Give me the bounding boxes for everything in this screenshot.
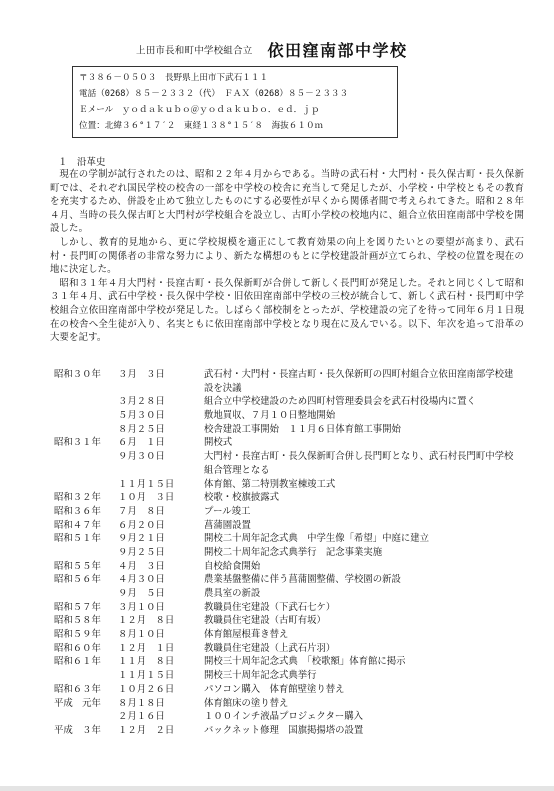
history-event: 農業基盤整備に伴う菖蒲園整備、学校園の新設 [204, 574, 401, 586]
history-row [54, 519, 534, 533]
history-row [54, 409, 534, 423]
history-date: ４月 ３日 [118, 560, 165, 572]
history-row [54, 724, 534, 738]
history-row [54, 436, 534, 450]
history-event: 開校三十周年記念式典挙行 [204, 670, 317, 682]
history-date: ７月 ８日 [118, 505, 165, 517]
history-row [54, 710, 534, 724]
intro-paragraph: しかし、教育的見地から、更に学校規模を適正にして教育効果の向上を図りたいとの要望が高まり、武石村・長門町の関係者の非常な努力により、新たな構想のもとに学校建設計画が立てられ、学校の位置を現在の地に決定した。 [50, 236, 524, 276]
history-row [54, 587, 534, 601]
history-date: ６月２０日 [118, 519, 165, 531]
history-row [54, 697, 534, 711]
history-event: 武石村・大門村・長窪古町・長久保新町の四町村組合立依田窪南部学校建設を決議 [204, 369, 514, 394]
history-date: ９月２１日 [118, 533, 165, 545]
history-event: 体育館、第二特別教室棟竣工式 [204, 478, 336, 490]
history-event: 組合立中学校建設のため四町村管理委員会を武石村役場内に置く [204, 396, 476, 408]
history-date: ８月１０日 [118, 629, 165, 641]
page-bottom-edge [0, 786, 554, 791]
history-date: ４月３０日 [118, 574, 165, 586]
intro-paragraph: 現在の学制が試行されたのは、昭和２２年４月からである。当時の武石村・大門村・長久保古町・長久保新町では、それぞれ国民学校の校舎の一部を中学校の校舎に充当して発足したが、小学校・中学校ともその教育を充実するため、併設を止めて独立したものにする必要性が早くから関係者間で考えられてきた。昭和２８年４月、当時の長久保古町と大門村が学校組合を設立し、古町小学校の校地内に、組合立依田窪南部中学校を開設した。 [50, 169, 524, 235]
history-date: １１月１５日 [118, 478, 175, 490]
history-date: ９月３０日 [118, 451, 165, 463]
history-row [54, 601, 534, 615]
history-event: 敷地買収、７月１０日整地開始 [204, 410, 336, 422]
history-era: 平成 元年 [54, 697, 101, 709]
history-era: 昭和５１年 [54, 533, 101, 545]
history-date: １０月２６日 [118, 683, 175, 695]
history-row [54, 655, 534, 669]
organization-name: 上田市長和町中学校組合立 [136, 45, 253, 57]
history-era: 昭和５５年 [54, 560, 101, 572]
history-era: 昭和５９年 [54, 629, 101, 641]
history-date: ２月１６日 [118, 711, 165, 723]
history-era: 昭和６０年 [54, 642, 101, 654]
school-name: 依田窪南部中学校 [267, 41, 408, 60]
history-date: １２月 ８日 [118, 615, 175, 627]
history-date: １２月 ２日 [118, 724, 175, 736]
history-event: 自校給食開始 [204, 560, 261, 572]
history-era: 昭和４７年 [54, 519, 101, 531]
history-date: １１月１５日 [118, 670, 175, 682]
history-event: 校舎建設工事開始 １１月６日体育館工事開始 [204, 423, 401, 435]
history-date: ９月 ５日 [118, 588, 165, 600]
history-row [54, 628, 534, 642]
history-row [54, 546, 534, 560]
history-era: 昭和５８年 [54, 615, 101, 627]
history-event: 体育館床の塗り替え [204, 697, 289, 709]
history-event: 教職員住宅建設（下武石七ケ） [204, 601, 336, 613]
history-date: ５月３０日 [118, 410, 165, 422]
history-row [54, 614, 534, 628]
history-date: ８月２５日 [118, 423, 165, 435]
history-era: 平成 ３年 [54, 724, 101, 736]
history-era: 昭和３６年 [54, 505, 101, 517]
history-row [54, 395, 534, 409]
history-event: 体育館屋根葺き替え [204, 629, 289, 641]
postal-address: 〒３８６－０５０３ 長野県上田市下武石１１１ [79, 73, 269, 83]
contact-box [72, 66, 398, 138]
history-event: 開校二十周年記念式典挙行 記念事業実施 [204, 546, 383, 558]
history-row [54, 642, 534, 656]
history-date: １２月 １日 [118, 642, 175, 654]
geo-location: 位置：北緯３６°１７′２ 東経１３８°１５′８ 海抜６１０ｍ [79, 121, 324, 131]
intro-paragraph: 昭和３１年４月大門村・長窪古町・長久保新町が合併して新しく長門町が発足した。それと同じくして昭和３１年４月、武石中学校・長久保中学校・旧依田窪南部中学校の三校が統合して、新しく武石村・長門町中学校組合立依田窪南部中学校が発足した。しばらく部校制をとったが、学校建設の完了を待って同年６月１日現在の校舎へ全生徒が入り、名実ともに依田窪南部中学校となり現在に及んでいる。以下、年次を追って沿革の大要を記す。 [50, 277, 524, 344]
section-title: １ 沿革史 [58, 157, 106, 168]
history-date: １０月 ３日 [118, 492, 175, 504]
history-event: 開校式 [204, 437, 233, 449]
history-row [54, 423, 534, 437]
history-row [54, 683, 534, 697]
history-event: 菖蒲園設置 [204, 519, 251, 531]
history-event: 開校二十周年記念式典 中学生像「希望」中庭に建立 [204, 533, 430, 545]
document-header [136, 38, 534, 60]
history-table [54, 368, 534, 738]
history-row [54, 491, 534, 505]
history-event: プール竣工 [204, 505, 251, 517]
history-intro [50, 168, 524, 345]
history-row [54, 560, 534, 574]
history-date: ６月 １日 [118, 437, 165, 449]
history-date: ８月１８日 [118, 697, 165, 709]
history-era: 昭和３２年 [54, 492, 101, 504]
history-row [54, 505, 534, 519]
history-era: 昭和５６年 [54, 574, 101, 586]
history-era: 昭和３０年 [54, 369, 101, 380]
history-row [54, 478, 534, 492]
history-event: 農具室の新設 [204, 588, 261, 600]
history-era: 昭和５７年 [54, 601, 101, 613]
history-date: １１月 ８日 [118, 656, 175, 668]
history-event: 教職員住宅建設（上武石片羽） [204, 642, 336, 654]
history-date: ９月２５日 [118, 546, 165, 558]
email-address: Ｅメール ｙｏｄａｋｕｂｏ＠ｙｏｄａｋｕｂｏ．ｅｄ．ｊｐ [79, 105, 320, 115]
history-event: 教職員住宅建設（古町有坂） [204, 615, 326, 627]
history-event: パソコン購入 体育館壁塗り替え [204, 683, 345, 695]
history-era: 昭和３１年 [54, 437, 101, 449]
history-event: バックネット修理 国旗掲揚塔の設置 [204, 724, 364, 736]
history-row [54, 450, 534, 477]
history-event: 大門村・長窪古町・長久保新町合併し長門町となり、武石村長門町中学校組合管理となる [204, 451, 514, 476]
history-date: ３月２８日 [118, 396, 165, 408]
history-date: ３月 ３日 [118, 369, 165, 380]
history-row [54, 669, 534, 683]
history-row [54, 368, 534, 395]
history-event: １００インチ液晶プロジェクター購入 [204, 711, 364, 723]
history-row [54, 532, 534, 546]
history-row [54, 573, 534, 587]
history-event: 校歌・校旗披露式 [204, 492, 280, 504]
history-event: 開校三十周年記念式典 「校歌額」体育館に掲示 [204, 656, 406, 668]
history-era: 昭和６３年 [54, 683, 101, 695]
phone-fax: 電話（0268）８５－２３３２（代） ＦＡＸ（0268）８５－２３３３ [79, 89, 349, 99]
history-era: 昭和６１年 [54, 656, 101, 668]
history-date: ３月１０日 [118, 601, 165, 613]
